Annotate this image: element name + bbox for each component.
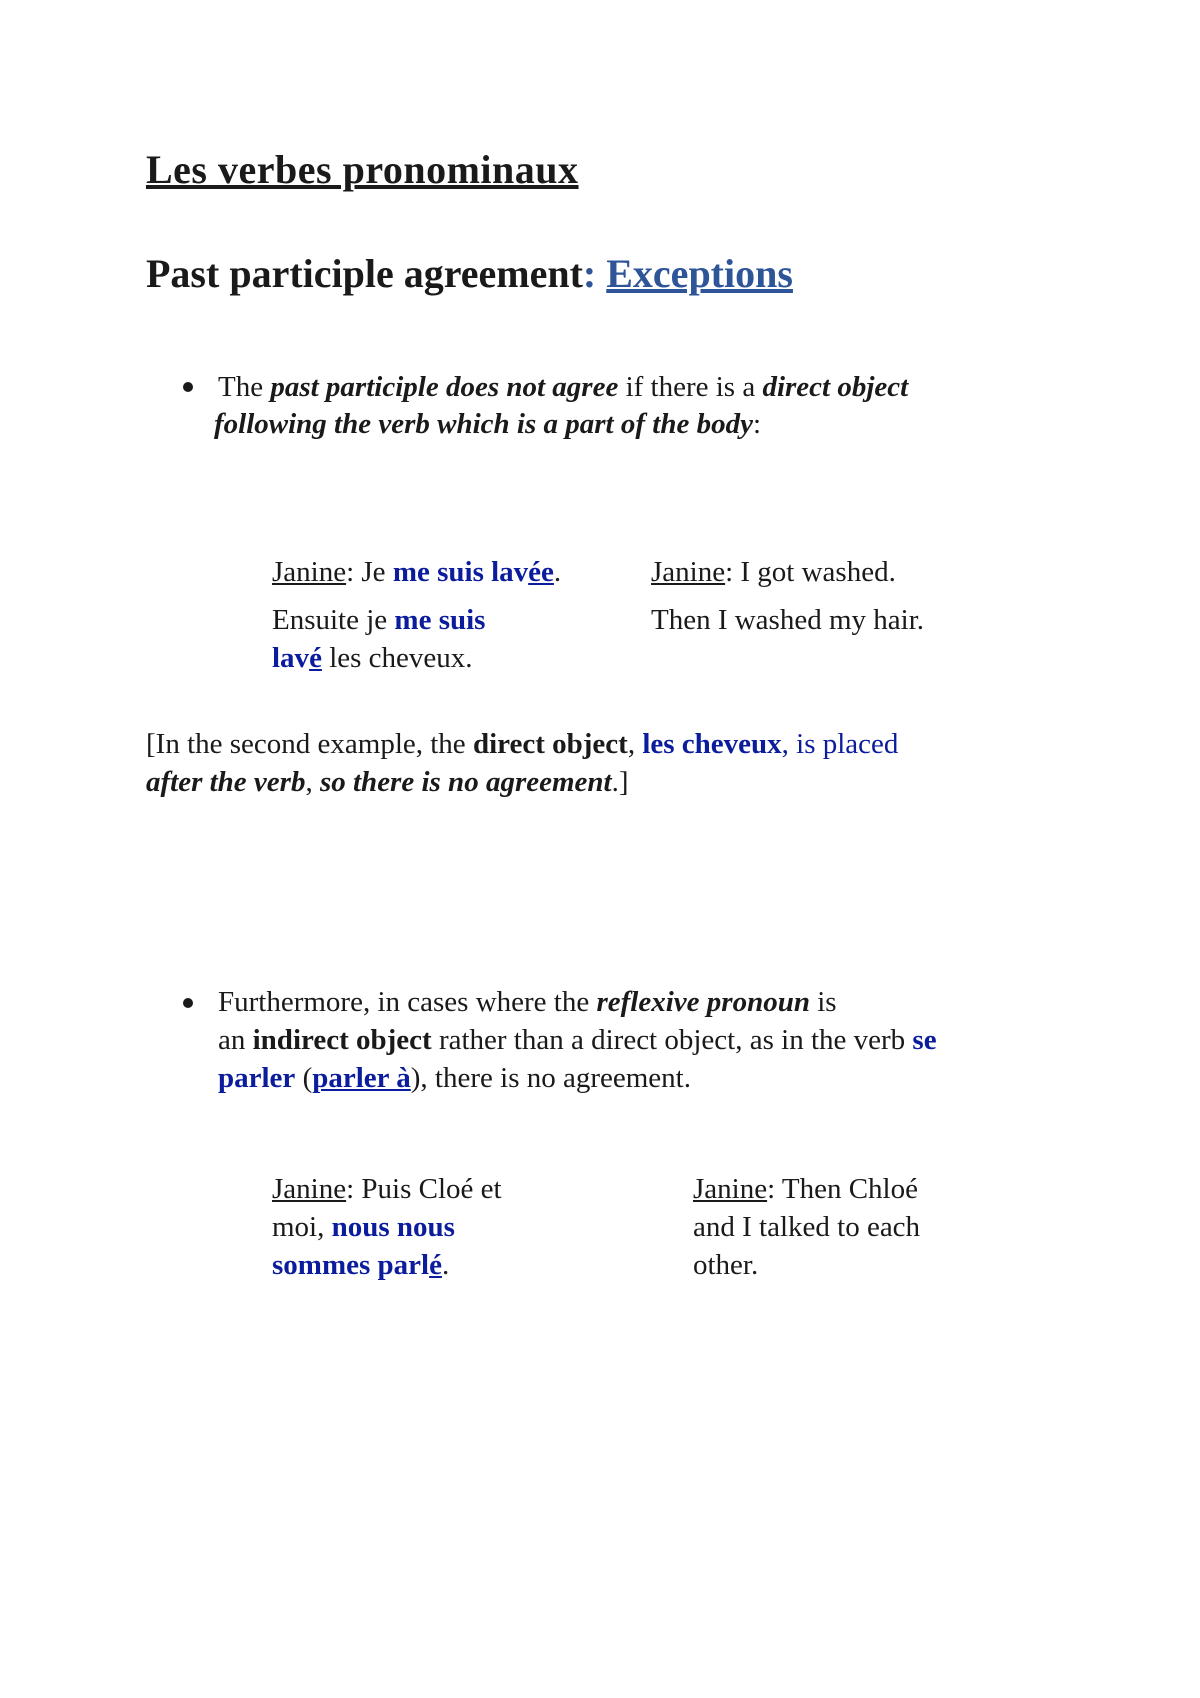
- ex2-fr-name: Janine: [272, 1173, 347, 1205]
- ex2-en-name: Janine: [693, 1173, 768, 1205]
- b2-t11: ), there is no agreement.: [410, 1062, 691, 1094]
- example-1-french: [272, 553, 572, 677]
- ex2-fr-line-1: [272, 1170, 572, 1208]
- ex1-fr-dot: .: [553, 556, 562, 588]
- bullet-dot: [183, 382, 193, 392]
- ex2-en-l1: : Then Chloé: [767, 1173, 918, 1205]
- note-t2: direct object: [472, 728, 628, 760]
- b1-t1: The: [218, 371, 271, 403]
- b2-t4: an: [218, 1024, 253, 1056]
- note-t8: so there is no agreement: [319, 766, 612, 798]
- ex1-en-l1: : I got washed.: [725, 556, 896, 588]
- b2-t9: (: [295, 1062, 313, 1094]
- note-t1: [In the second example, the: [146, 728, 473, 760]
- ex2-fr-l3a: sommes parl: [272, 1249, 430, 1281]
- section-heading: [146, 250, 793, 297]
- ex2-fr-l2b: nous nous: [331, 1211, 455, 1243]
- ex1-en-line-1: [651, 553, 991, 591]
- ex1-fr-l2a: Ensuite je: [272, 604, 395, 636]
- example-2-french: [272, 1170, 572, 1284]
- note-line-2: [146, 763, 629, 801]
- ex1-fr-l3c: les cheveux.: [321, 642, 473, 674]
- b2-t5: indirect object: [252, 1024, 432, 1056]
- note-t3: ,: [627, 728, 643, 760]
- ex1-fr-verb-a: me suis lav: [392, 556, 529, 588]
- note-t9: .]: [611, 766, 629, 798]
- document-title: Les verbes pronominaux: [146, 147, 579, 192]
- ex1-fr-l3a: lav: [272, 642, 310, 674]
- ex1-en-line-2: Then I washed my hair.: [651, 604, 925, 636]
- ex2-fr-l1: : Puis Cloé et: [346, 1173, 502, 1205]
- ex2-fr-l3c: .: [441, 1249, 450, 1281]
- note-line-1: [146, 725, 898, 763]
- b1-t5: following the verb which is a part of the body: [214, 408, 753, 440]
- ex1-fr-name: Janine: [272, 556, 347, 588]
- ex2-en-line-1: [693, 1170, 993, 1208]
- b2-t3: is: [809, 986, 837, 1018]
- parler-a-link[interactable]: parler à: [312, 1062, 411, 1094]
- ex1-en-name: Janine: [651, 556, 726, 588]
- b2-t8: parler: [218, 1062, 296, 1094]
- bullet-2-line-1: [218, 983, 837, 1021]
- note-t6: after the verb: [146, 766, 306, 798]
- b2-t1: Furthermore, in cases where the: [218, 986, 597, 1018]
- b1-t4: direct object: [762, 371, 909, 403]
- ex2-fr-line-3: [272, 1246, 572, 1284]
- bullet-2-line-2: [218, 1021, 937, 1059]
- ex1-fr-line-1: [272, 553, 572, 591]
- note-t4: les cheveux: [642, 728, 782, 760]
- b1-t6: :: [752, 408, 761, 440]
- b2-t7: se: [912, 1024, 937, 1056]
- ex2-en-line-2: and I talked to each: [693, 1211, 921, 1243]
- bullet-dot: [183, 998, 193, 1008]
- ex2-fr-line-2: [272, 1208, 572, 1246]
- ex1-fr-l3b: é: [309, 642, 322, 674]
- ex1-fr-verb-b: ée: [528, 556, 554, 588]
- b1-t2: past participle does not agree: [270, 371, 619, 403]
- note-t5: , is placed: [781, 728, 899, 760]
- bullet-1-line-1: [218, 368, 908, 406]
- b1-t3: if there is a: [618, 371, 763, 403]
- ex1-fr-line-2: [272, 601, 572, 639]
- ex2-fr-l3b: é: [429, 1249, 442, 1281]
- bullet-1-line-2: [214, 405, 761, 443]
- ex1-fr-colon: : Je: [346, 556, 393, 588]
- example-1-english: [651, 553, 991, 639]
- section-heading-text: Past participle agreement: [146, 251, 583, 296]
- ex2-fr-l2a: moi,: [272, 1211, 332, 1243]
- ex1-fr-l2b: me suis: [394, 604, 486, 636]
- section-heading-colon: :: [582, 251, 597, 296]
- b2-t6: rather than a direct object, as in the verb: [431, 1024, 913, 1056]
- bullet-2-line-3: [218, 1059, 691, 1097]
- note-t7: ,: [305, 766, 320, 798]
- b2-t2: reflexive pronoun: [596, 986, 810, 1018]
- example-2-english: [693, 1170, 993, 1284]
- exceptions-link[interactable]: Exceptions: [606, 251, 793, 296]
- ex2-en-line-3: other.: [693, 1249, 759, 1281]
- ex1-fr-line-3: [272, 639, 572, 677]
